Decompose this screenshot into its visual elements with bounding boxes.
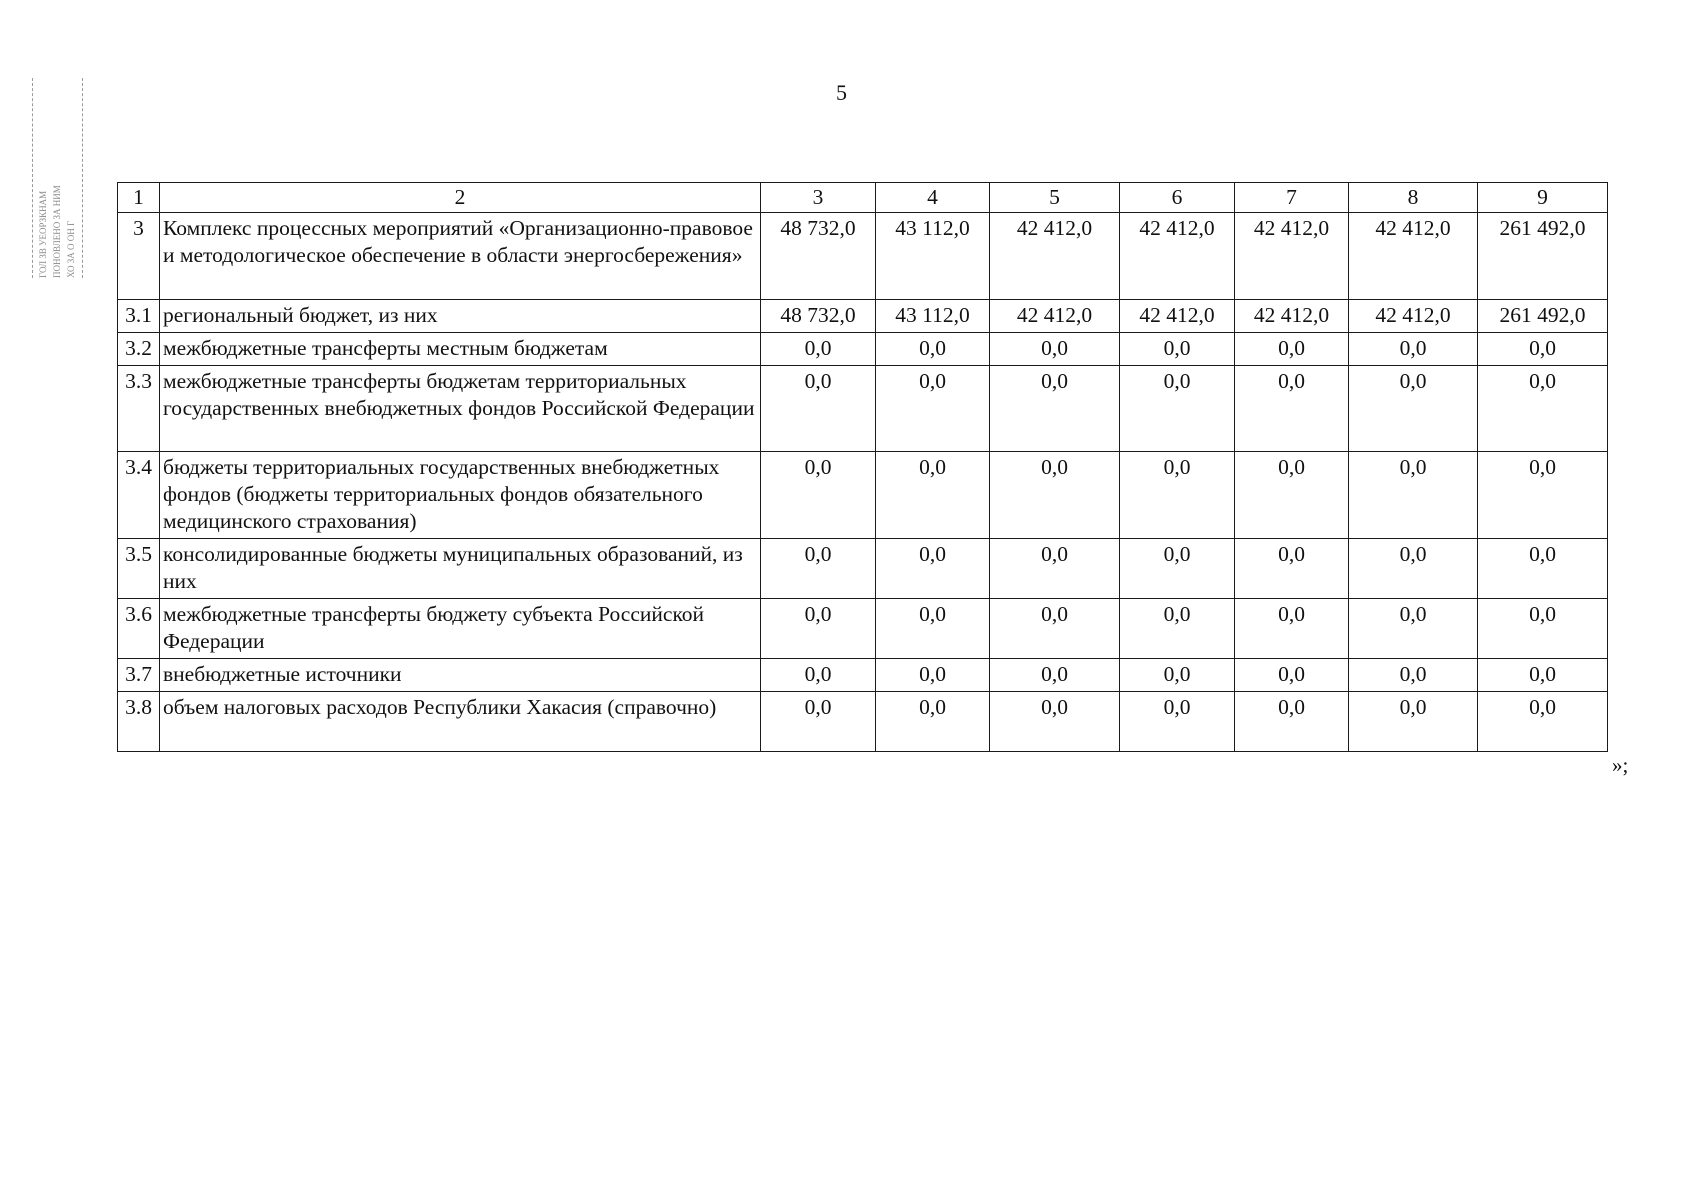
- header-cell: 7: [1235, 183, 1349, 213]
- value-cell: 0,0: [761, 452, 876, 539]
- value-cell: 42 412,0: [990, 300, 1120, 333]
- table-row: [118, 599, 1608, 659]
- stamp-line: ХО ЗА О ОН Г: [66, 220, 76, 278]
- row-name: бюджеты территориальных государственных внебюджетных фондов (бюджеты территориальных фондов обязательного медицинского страхования): [160, 452, 761, 539]
- value-cell: 0,0: [876, 539, 990, 599]
- value-cell: 0,0: [1120, 539, 1235, 599]
- value-cell: 42 412,0: [1349, 213, 1478, 300]
- value-cell: 0,0: [1349, 452, 1478, 539]
- row-number: 3.7: [118, 659, 160, 692]
- header-row: [118, 183, 1608, 213]
- value-cell: 42 412,0: [1120, 213, 1235, 300]
- row-number: 3.3: [118, 366, 160, 452]
- table-row: [118, 333, 1608, 366]
- value-cell: 0,0: [990, 333, 1120, 366]
- value-cell: 0,0: [761, 539, 876, 599]
- value-cell: 0,0: [1349, 333, 1478, 366]
- value-cell: 0,0: [1235, 692, 1349, 752]
- row-name: объем налоговых расходов Республики Хакасия (справочно): [160, 692, 761, 752]
- value-cell: 0,0: [1235, 539, 1349, 599]
- header-cell: 8: [1349, 183, 1478, 213]
- value-cell: 0,0: [990, 452, 1120, 539]
- value-cell: 0,0: [1478, 452, 1608, 539]
- value-cell: 42 412,0: [1235, 300, 1349, 333]
- row-number: 3: [118, 213, 160, 300]
- value-cell: 0,0: [876, 333, 990, 366]
- value-cell: 0,0: [1120, 452, 1235, 539]
- table-row: [118, 452, 1608, 539]
- value-cell: 261 492,0: [1478, 213, 1608, 300]
- value-cell: 42 412,0: [1120, 300, 1235, 333]
- table-row: [118, 692, 1608, 752]
- table-row: [118, 300, 1608, 333]
- row-name: внебюджетные источники: [160, 659, 761, 692]
- value-cell: 0,0: [1120, 366, 1235, 452]
- row-name: межбюджетные трансферты бюджетам территориальных государственных внебюджетных фондов Российской Федерации: [160, 366, 761, 452]
- row-number: 3.1: [118, 300, 160, 333]
- row-number: 3.2: [118, 333, 160, 366]
- row-name: Комплекс процессных мероприятий «Организационно-правовое и методологическое обеспечение в области энергосбережения»: [160, 213, 761, 300]
- stamp-border-left: [32, 78, 33, 278]
- value-cell: 0,0: [1120, 692, 1235, 752]
- page-number: 5: [836, 80, 847, 105]
- header-cell: 2: [160, 183, 761, 213]
- value-cell: 0,0: [1478, 539, 1608, 599]
- stamp-line: ПОНОВЛЕНО ЗА НИМ: [52, 185, 62, 278]
- value-cell: 42 412,0: [990, 213, 1120, 300]
- value-cell: 0,0: [876, 659, 990, 692]
- value-cell: 48 732,0: [761, 213, 876, 300]
- row-name: межбюджетные трансферты местным бюджетам: [160, 333, 761, 366]
- value-cell: 0,0: [761, 692, 876, 752]
- value-cell: 0,0: [876, 452, 990, 539]
- value-cell: 0,0: [876, 599, 990, 659]
- row-name: межбюджетные трансферты бюджету субъекта Российской Федерации: [160, 599, 761, 659]
- stamp-line: ГОЛ ЗВ УЕОРЗКНАМ: [38, 190, 48, 278]
- table-row: [118, 539, 1608, 599]
- value-cell: 0,0: [1235, 366, 1349, 452]
- value-cell: 48 732,0: [761, 300, 876, 333]
- header-cell: 4: [876, 183, 990, 213]
- value-cell: 0,0: [1478, 333, 1608, 366]
- value-cell: 0,0: [1349, 692, 1478, 752]
- value-cell: 261 492,0: [1478, 300, 1608, 333]
- value-cell: 0,0: [1235, 452, 1349, 539]
- header-cell: 3: [761, 183, 876, 213]
- table-row: [118, 366, 1608, 452]
- value-cell: 0,0: [761, 333, 876, 366]
- header-cell: 5: [990, 183, 1120, 213]
- value-cell: 0,0: [761, 599, 876, 659]
- value-cell: 0,0: [990, 599, 1120, 659]
- value-cell: 42 412,0: [1235, 213, 1349, 300]
- closing-quote-mark: »;: [1612, 753, 1629, 777]
- row-number: 3.6: [118, 599, 160, 659]
- row-number: 3.5: [118, 539, 160, 599]
- value-cell: 0,0: [1235, 659, 1349, 692]
- value-cell: 0,0: [876, 692, 990, 752]
- row-number: 3.8: [118, 692, 160, 752]
- value-cell: 0,0: [990, 539, 1120, 599]
- stamp-border-right: [82, 78, 83, 278]
- value-cell: 0,0: [990, 366, 1120, 452]
- value-cell: 43 112,0: [876, 213, 990, 300]
- row-name: консолидированные бюджеты муниципальных образований, из них: [160, 539, 761, 599]
- table-body: [118, 183, 1608, 752]
- value-cell: 0,0: [1349, 599, 1478, 659]
- value-cell: 0,0: [1349, 366, 1478, 452]
- value-cell: 0,0: [1478, 599, 1608, 659]
- table-row: [118, 213, 1608, 300]
- value-cell: 0,0: [1120, 599, 1235, 659]
- value-cell: 0,0: [1478, 692, 1608, 752]
- value-cell: 0,0: [1235, 599, 1349, 659]
- value-cell: 0,0: [990, 659, 1120, 692]
- side-stamp: [28, 78, 98, 288]
- table-row: [118, 659, 1608, 692]
- row-name: региональный бюджет, из них: [160, 300, 761, 333]
- value-cell: 0,0: [1478, 659, 1608, 692]
- value-cell: 43 112,0: [876, 300, 990, 333]
- value-cell: 0,0: [990, 692, 1120, 752]
- value-cell: 0,0: [761, 366, 876, 452]
- value-cell: 0,0: [1349, 539, 1478, 599]
- row-number: 3.4: [118, 452, 160, 539]
- value-cell: 0,0: [1349, 659, 1478, 692]
- header-cell: 6: [1120, 183, 1235, 213]
- value-cell: 0,0: [761, 659, 876, 692]
- value-cell: 42 412,0: [1349, 300, 1478, 333]
- value-cell: 0,0: [876, 366, 990, 452]
- value-cell: 0,0: [1120, 659, 1235, 692]
- budget-table: [117, 182, 1608, 752]
- value-cell: 0,0: [1120, 333, 1235, 366]
- value-cell: 0,0: [1235, 333, 1349, 366]
- value-cell: 0,0: [1478, 366, 1608, 452]
- header-cell: 9: [1478, 183, 1608, 213]
- header-cell: 1: [118, 183, 160, 213]
